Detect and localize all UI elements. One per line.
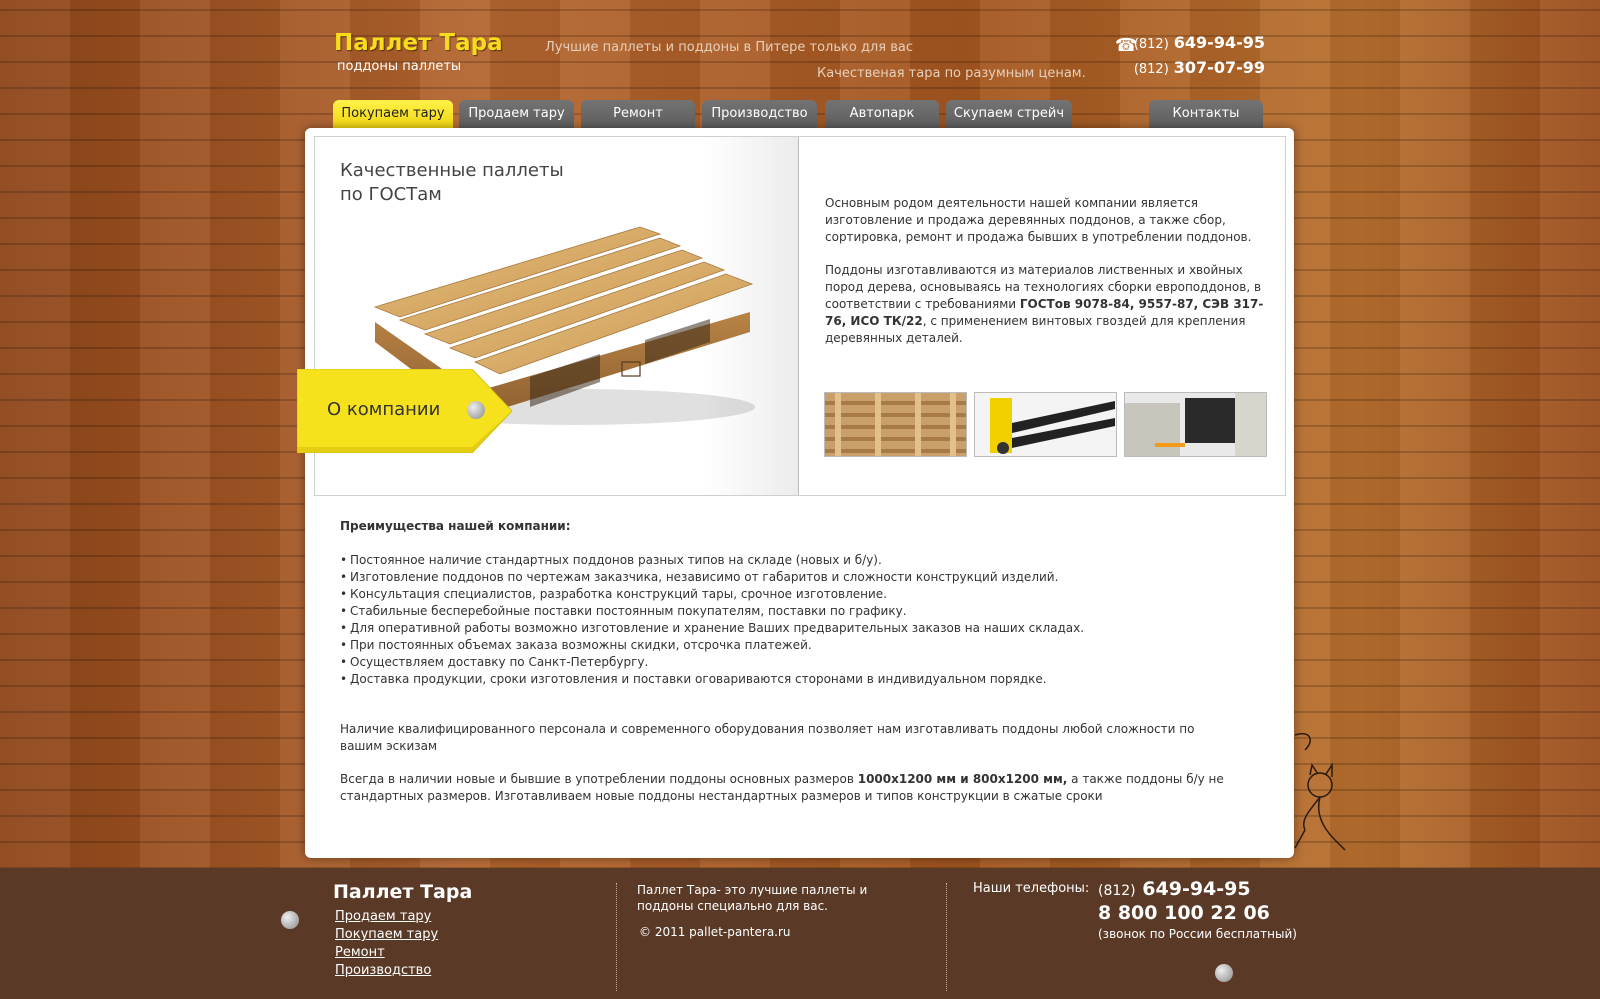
- thumbnail-gallery: [824, 392, 1267, 457]
- content-paragraph-2-start: Всегда в наличии новые и бывшие в употреблении поддоны основных размеров: [340, 772, 858, 786]
- footer-phones: [1098, 878, 1297, 941]
- footer-about: Паллет Тара- это лучшие паллеты и поддоны специально для вас.: [637, 883, 868, 913]
- footer-phone-1: [1098, 878, 1297, 900]
- pallet-stack-image: [825, 393, 967, 457]
- tab-contacts[interactable]: Контакты: [1149, 100, 1263, 128]
- phone-code: (812): [1098, 883, 1136, 899]
- footer-phones-label: Наши телефоны:: [973, 881, 1090, 896]
- list-item: • Консультация специалистов, разработка конструкций тары, срочное изготовление.: [340, 586, 1240, 603]
- phone-number: 649-94-95: [1142, 878, 1251, 900]
- phone-code: (812): [1133, 37, 1169, 52]
- content-paragraph-1: Наличие квалифицированного персонала и современного оборудования позволяет нам изготавливать поддоны любой сложности по вашим эскизам: [340, 722, 1195, 753]
- pin-icon: [281, 911, 299, 929]
- main-panel: [305, 128, 1294, 858]
- header-phones: [1115, 33, 1265, 83]
- header-phone-1: [1115, 33, 1265, 58]
- phone-code: (812): [1133, 62, 1169, 77]
- tab-repair[interactable]: Ремонт: [581, 100, 695, 128]
- content-paragraph-2-bold: 1000х1200 мм и 800х1200 мм,: [857, 772, 1068, 786]
- tab-fleet[interactable]: Автопарк: [825, 100, 939, 128]
- list-item: • При постоянных объемах заказа возможны скидки, отсрочка платежей.: [340, 637, 1240, 654]
- advantages-heading: Преимущества нашей компании:: [340, 519, 571, 533]
- hero-paragraph-2-bold: ГОСТов 9078-84, 9557-87, СЭВ 317-76, ИСО ТК/22: [825, 297, 1264, 328]
- footer-copyright: © 2011 pallet-pantera.ru: [639, 925, 791, 939]
- list-item: • Стабильные бесперебойные поставки постоянным покупателям, поставки по графику.: [340, 603, 1240, 620]
- footer-link-sell[interactable]: Продаем тару: [335, 909, 432, 924]
- slogan-primary: Лучшие паллеты и поддоны в Питере только для вас: [545, 40, 913, 55]
- footer-phone-note: (звонок по России бесплатный): [1098, 927, 1297, 941]
- hero-banner: [314, 136, 1286, 496]
- about-company-badge[interactable]: [297, 369, 512, 453]
- tab-sell-containers[interactable]: Продаем тару: [459, 100, 574, 128]
- header: [0, 0, 1600, 100]
- thumbnail-pallet-jack[interactable]: [974, 392, 1117, 457]
- hero-description: [825, 195, 1265, 363]
- content-paragraph-2-end: а также поддоны б/у не стандартных размеров. Изготавливаем новые поддоны нестандартных размеров и типов конструкции в сжатые сроки: [340, 772, 1224, 803]
- phone-number: 307-07-99: [1173, 58, 1265, 77]
- advantages-list: [340, 552, 1240, 688]
- hero-title: [340, 159, 600, 207]
- hero-title-line-1: Качественные паллеты: [340, 160, 564, 181]
- footer-divider: [616, 883, 617, 991]
- logo-subtitle: поддоны паллеты: [337, 59, 462, 74]
- list-item: • Изготовление поддонов по чертежам заказчика, независимо от габаритов и сложности конструкций изделий.: [340, 569, 1240, 586]
- telephone-icon: ☎: [1115, 35, 1138, 56]
- footer: [0, 868, 1600, 999]
- tab-buy-containers[interactable]: Покупаем тару: [333, 100, 453, 128]
- list-item: • Для оперативной работы возможно изготовление и хранение Ваших предварительных заказов на наших складах.: [340, 620, 1240, 637]
- footer-phone-2: 8 800 100 22 06: [1098, 902, 1270, 924]
- thumbnail-pallet-stack[interactable]: [824, 392, 967, 457]
- pin-icon: [1215, 964, 1233, 982]
- header-phone-2: [1115, 58, 1265, 83]
- hero-left: [315, 137, 799, 495]
- pin-icon: [467, 401, 485, 419]
- badge-label: О компании: [327, 399, 441, 420]
- hero-paragraph-2-end: , с применением винтовых гвоздей для крепления деревянных деталей.: [825, 314, 1246, 345]
- hero-title-line-2: по ГОСТам: [340, 184, 442, 205]
- footer-logo[interactable]: Паллет Тара: [333, 881, 473, 903]
- pallet-jack-image: [975, 393, 1117, 457]
- hero-right: [800, 137, 1286, 495]
- tab-buy-stretch[interactable]: Скупаем стрейч: [946, 100, 1072, 128]
- hero-paragraph-1: Основным родом деятельности нашей компании является изготовление и продажа деревянных поддонов, а также сбор, сортировка, ремонт и продажа бывших в употреблении поддонов.: [825, 196, 1252, 244]
- list-item: • Доставка продукции, сроки изготовления и поставки оговариваются сторонами в индивидуальном порядке.: [340, 671, 1240, 688]
- slogan-secondary: Качественая тара по разумным ценам.: [817, 66, 1086, 81]
- forklift-image: [1125, 393, 1267, 457]
- tab-production[interactable]: Производство: [702, 100, 817, 128]
- hero-paragraph-2: [825, 262, 1265, 347]
- footer-link-repair[interactable]: Ремонт: [335, 945, 385, 960]
- advantages-section: [340, 518, 1240, 821]
- thumbnail-forklift[interactable]: [1124, 392, 1267, 457]
- footer-link-production[interactable]: Производство: [335, 963, 432, 978]
- main-nav: [333, 100, 1263, 128]
- footer-link-buy[interactable]: Покупаем тару: [335, 927, 439, 942]
- footer-links: [335, 908, 438, 980]
- hero-paragraph-2-start: Поддоны изготавливаются из материалов лиственных и хвойных пород дерева, основываясь на технологиях сборки европоддонов, в соответствии с требованиями: [825, 263, 1262, 311]
- logo-title[interactable]: Паллет Тара: [334, 30, 503, 56]
- content-paragraph-2: [340, 771, 1240, 805]
- cat-doodle: [1290, 730, 1360, 860]
- list-item: • Постоянное наличие стандартных поддонов разных типов на складе (новых и б/у).: [340, 552, 1240, 569]
- phone-number: 649-94-95: [1173, 33, 1265, 52]
- footer-divider: [946, 883, 947, 991]
- list-item: • Осуществляем доставку по Санкт-Петербургу.: [340, 654, 1240, 671]
